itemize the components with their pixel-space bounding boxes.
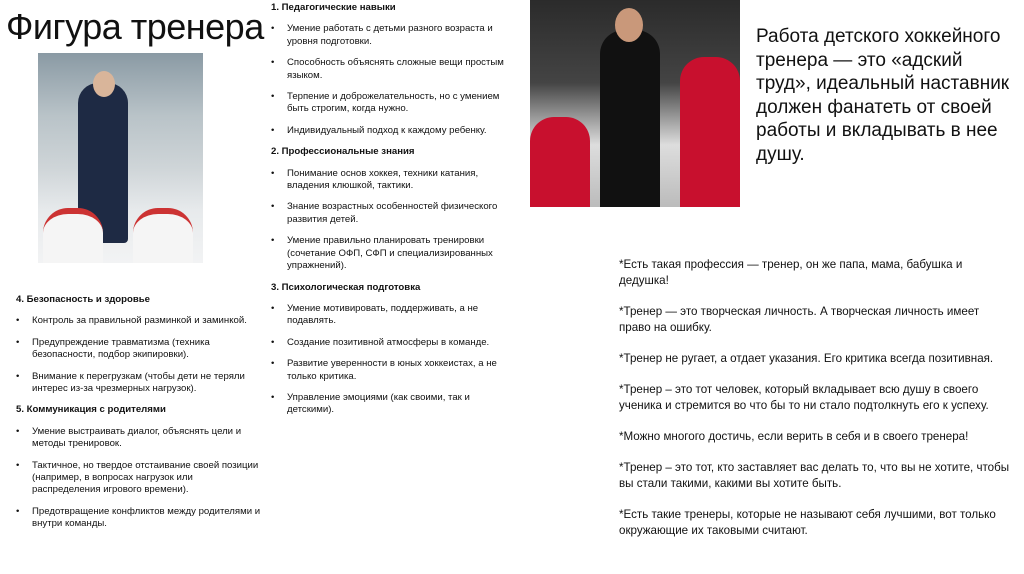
section-list (271, 23, 516, 137)
quote: *Есть такие тренеры, которые не называют себя лучшими, вот только окружающие их таковыми считают. (619, 508, 996, 537)
slide-title: Фигура тренера (6, 6, 264, 47)
quote: *Тренер – это тот человек, который вкладывает всю душу в своего ученика и стремится во что бы то ни стало подтолкнуть его к успеху. (619, 383, 989, 412)
list-item: • Предотвращение конфликтов между родителями и внутри команды. (16, 506, 261, 531)
list-item: • Индивидуальный подход к каждому ребенку. (271, 125, 516, 137)
section-list (271, 303, 516, 417)
quote: *Можно многого достичь, если верить в себя и в своего тренера! (619, 430, 969, 443)
list-item: • Умение правильно планировать тренировки (сочетание ОФП, СФП и специализированных упражнений). (271, 235, 516, 272)
list-item: • Терпение и доброжелательность, но с умением быть строгим, когда нужно. (271, 91, 516, 116)
section-heading: 1. Педагогические навыки (271, 2, 396, 13)
section-heading: 5. Коммуникация с родителями (16, 404, 166, 416)
quote: *Тренер – это тот, кто заставляет вас делать то, что вы не хотите, чтобы вы стали такими, какими вы хотите быть. (619, 461, 1010, 490)
section-heading: 2. Профессиональные знания (271, 146, 415, 158)
list-item: • Контроль за правильной разминкой и заминкой. (16, 315, 261, 327)
list-item: • Способность объяснять сложные вещи простым языком. (271, 57, 516, 82)
list-item: • Предупреждение травматизма (техника безопасности, подбор экипировки). (16, 337, 261, 362)
list-item: • Умение выстраивать диалог, объяснять цели и методы тренировок. (16, 426, 261, 451)
section-list (271, 168, 516, 273)
coach-photo-2 (530, 0, 740, 207)
list-item: • Знание возрастных особенностей физического развития детей. (271, 201, 516, 226)
quote: *Тренер не ругает, а отдает указания. Его критика всегда позитивная. (619, 352, 994, 365)
skills-column-left (16, 294, 261, 540)
skills-column-middle (271, 2, 516, 426)
section-list (16, 315, 261, 395)
list-item: • Умение мотивировать, поддерживать, а не подавлять. (271, 303, 516, 328)
quotes-list (619, 257, 1014, 554)
section-heading: 4. Безопасность и здоровье (16, 294, 151, 305)
list-item: • Создание позитивной атмосферы в команде. (271, 337, 516, 349)
quote: *Есть такая профессия — тренер, он же папа, мама, бабушка и дедушка! (619, 258, 963, 287)
coach-photo-1 (38, 53, 203, 263)
lead-statement: Работа детского хоккейного тренера — это «адский труд», идеальный наставник должен фанатеть от своей работы и вкладывать в нее душу. (756, 26, 1010, 165)
list-item: • Развитие уверенности в юных хоккеистах, а не только критика. (271, 358, 516, 383)
quote: *Тренер — это творческая личность. А творческая личность имеет право на ошибку. (619, 305, 980, 334)
section-heading: 3. Психологическая подготовка (271, 281, 421, 293)
list-item: • Управление эмоциями (как своими, так и детскими). (271, 392, 516, 417)
list-item: • Тактичное, но твердое отстаивание своей позиции (например, в вопросах нагрузок или распределения игрового времени). (16, 460, 261, 497)
list-item: • Умение работать с детьми разного возраста и уровня подготовки. (271, 23, 516, 48)
list-item: • Внимание к перегрузкам (чтобы дети не теряли интерес из-за чрезмерных нагрузок). (16, 371, 261, 396)
section-list (16, 426, 261, 531)
list-item: • Понимание основ хоккея, техники катания, владения клюшкой, тактики. (271, 168, 516, 193)
